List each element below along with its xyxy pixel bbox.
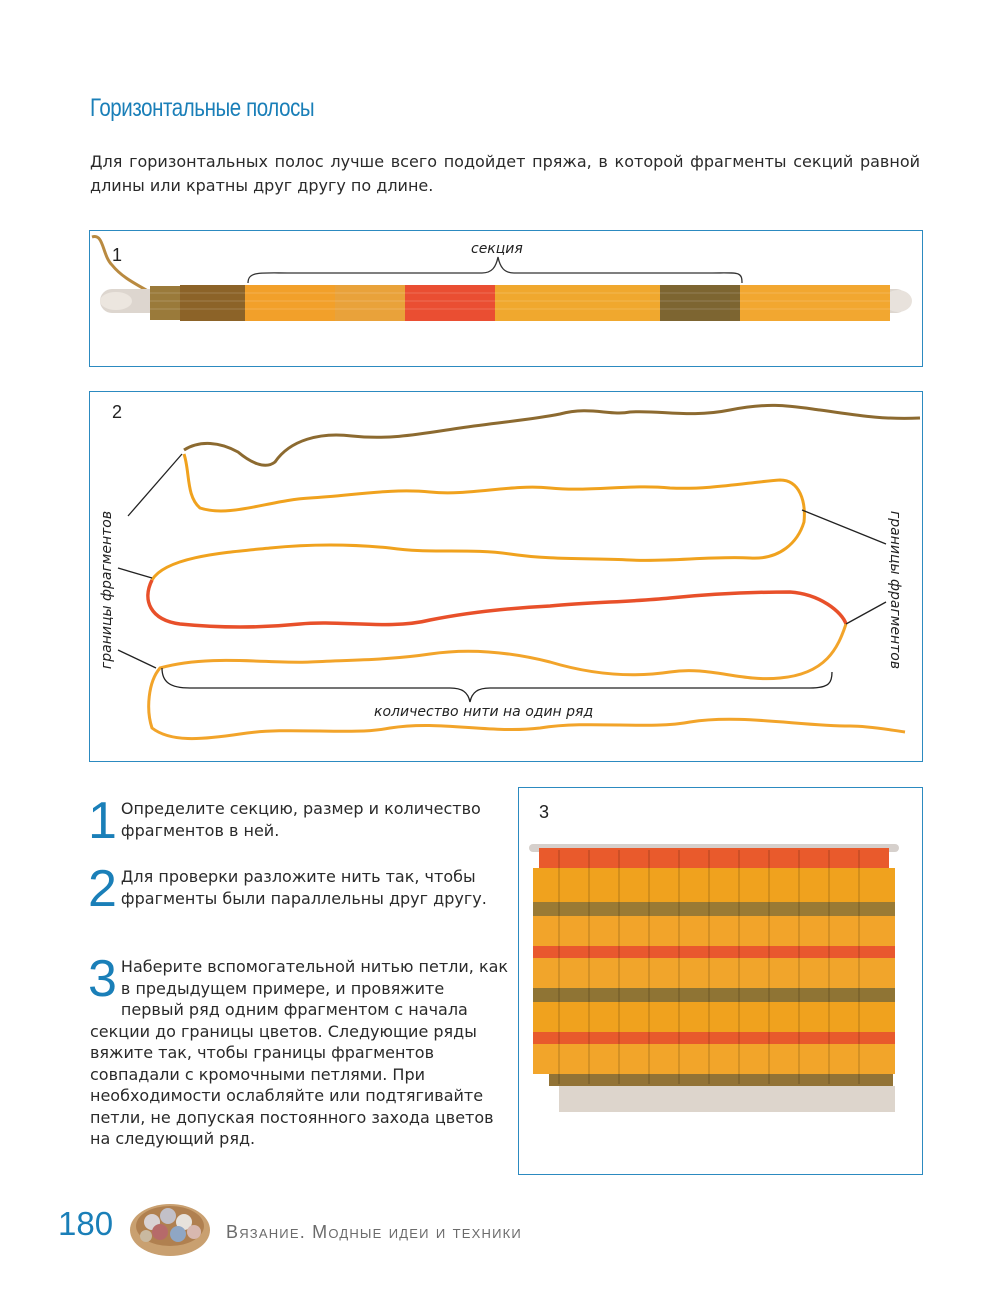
step-2 <box>88 860 510 918</box>
figure-3-frame <box>518 787 923 1175</box>
figure-3-number: 3 <box>539 802 550 822</box>
figure-3-knitted-swatch <box>519 788 922 1174</box>
step-3 <box>88 950 510 1150</box>
figure-1-label-section: секция <box>471 241 523 257</box>
section-brace <box>248 257 742 283</box>
step-3-text: Наберите вспомогательной нитью петли, как в предыдущем примере, и провяжите первый ряд одним фрагментом с начала секции до границы цветов. Следующие ряды вяжите так, чтобы границы фрагментов совпадали с кромочными петлями. При необходимости ослабляйте или подтягивайте петли, не допуская постоянного захода цветов на следующий ряд. <box>90 957 509 1148</box>
figure-2-frame <box>89 391 923 762</box>
figure-2-number: 2 <box>112 402 123 422</box>
step-1 <box>88 792 510 850</box>
figure-1-number: 1 <box>112 245 123 265</box>
step-2-text: Для проверки разложите нить так, чтобы фрагменты были параллельны друг другу. <box>120 867 487 908</box>
page-number: 180 <box>58 1205 114 1242</box>
intro-paragraph: Для горизонтальных полос лучше всего подойдет пряжа, в которой фрагменты секций равной длины или кратны друг другу по длине. <box>90 152 920 195</box>
figure-2-label-bottom: количество нити на один ряд <box>374 704 594 720</box>
step-3-number: 3 <box>88 950 117 1008</box>
step-1-number: 1 <box>88 792 117 850</box>
figure-2-label-left: границы фрагментов <box>99 510 116 670</box>
figure-2-label-right: границы фрагментов <box>887 510 904 670</box>
row-brace <box>162 668 832 702</box>
figure-1-frame <box>89 230 923 367</box>
page-title: Горизонтальные полосы <box>90 94 315 122</box>
step-2-number: 2 <box>88 860 117 918</box>
book-title: Вязание. Модные идеи и техники <box>226 1222 522 1242</box>
step-1-text: Определите секцию, размер и количество фрагментов в ней. <box>120 799 481 840</box>
yarn-basket-icon <box>128 1196 212 1258</box>
